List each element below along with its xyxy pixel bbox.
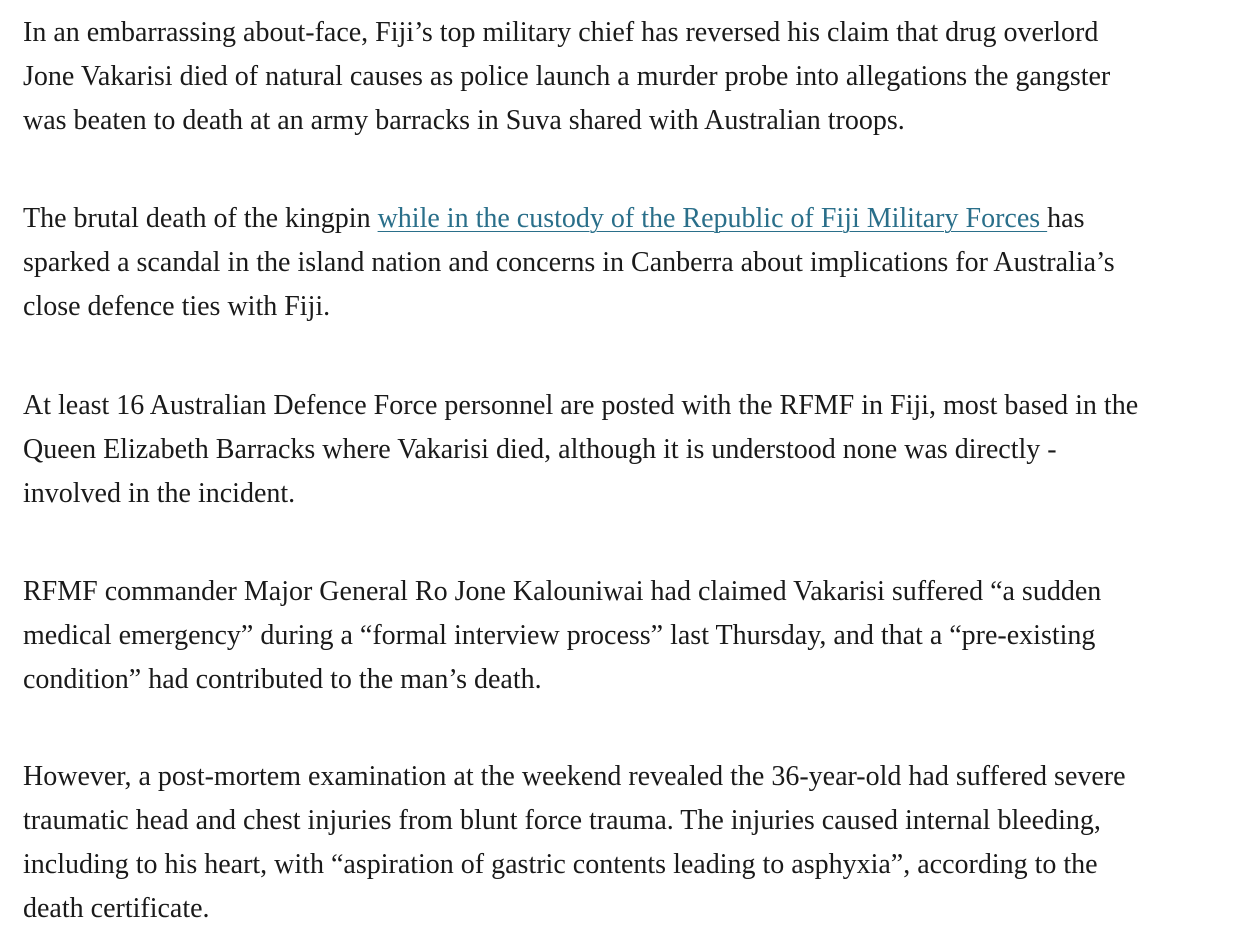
paragraph-3-line-3: involved in the incident. (23, 478, 296, 509)
paragraph-1-line-1: In an embarrassing about-face, Fiji’s top military chief has reversed his claim that drug overlord (23, 17, 1099, 48)
paragraph-2-text-after-link: has (1047, 203, 1085, 234)
paragraph-3-line-1: At least 16 Australian Defence Force personnel are posted with the RFMF in Fiji, most based in the (23, 390, 1139, 421)
paragraph-1 (23, 11, 1110, 143)
paragraph-3 (23, 384, 1138, 516)
paragraph-5-line-1: However, a post-mortem examination at the weekend revealed the 36-year-old had suffered severe (23, 761, 1126, 792)
paragraph-4-line-2: medical emergency” during a “formal interview process” last Thursday, and that a “pre-existing (23, 620, 1096, 651)
paragraph-2-text-before-link: The brutal death of the kingpin (23, 203, 378, 234)
paragraph-4-line-1: RFMF commander Major General Ro Jone Kalouniwai had claimed Vakarisi suffered “a sudden (23, 576, 1102, 607)
paragraph-4 (23, 570, 1101, 702)
paragraph-2-line-1 (23, 197, 1115, 241)
paragraph-5 (23, 755, 1126, 931)
paragraph-2 (23, 197, 1115, 329)
paragraph-4-line-3: condition” had contributed to the man’s death. (23, 664, 542, 695)
paragraph-2-line-3: close defence ties with Fiji. (23, 291, 331, 322)
paragraph-5-line-4: death certificate. (23, 893, 210, 924)
paragraph-1-line-2: Jone Vakarisi died of natural causes as police launch a murder probe into allegations the gangster (23, 61, 1111, 92)
paragraph-3-line-2: Queen Elizabeth Barracks where Vakarisi died, although it is understood none was directly - (23, 434, 1057, 465)
paragraph-1-line-3: was beaten to death at an army barracks in Suva shared with Australian troops. (23, 105, 905, 136)
paragraph-2-line-2: sparked a scandal in the island nation and concerns in Canberra about implications for Australia’s (23, 247, 1115, 278)
paragraph-5-line-3: including to his heart, with “aspiration of gastric contents leading to asphyxia”, according to the (23, 849, 1098, 880)
paragraph-5-line-2: traumatic head and chest injuries from blunt force trauma. The injuries caused internal bleeding, (23, 805, 1101, 836)
custody-article-link[interactable]: while in the custody of the Republic of Fiji Military Forces (377, 203, 1048, 234)
